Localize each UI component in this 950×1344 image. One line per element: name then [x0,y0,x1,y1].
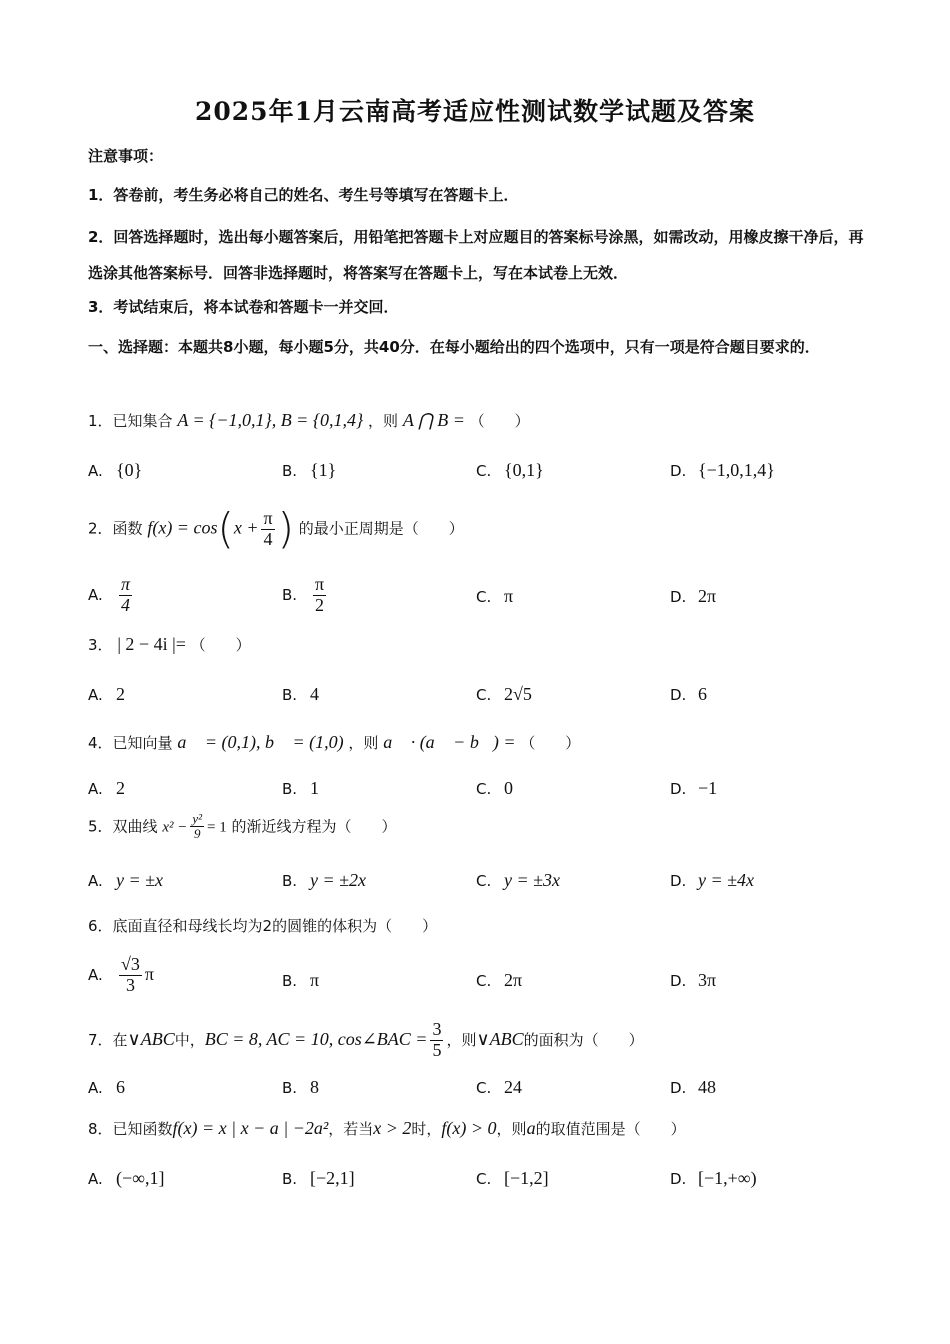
q3-math: | 2 − 4i |= [117,634,186,654]
q5-stem-post: 的渐近线方程为（ ） [231,817,397,836]
note-item-1: 1．答卷前，考生务必将自己的姓名、考生号等填写在答题卡上． [88,186,519,204]
q1-math: A = {−1,0,1}, B = {0,1,4} [177,410,364,430]
q2-stem-pre: 2．函数 [88,519,143,538]
q4-math-2: a⃗ · (a⃗ − b⃗) = [383,732,516,752]
q4-option-c: C. 0 [476,778,513,798]
q3-stem-pre: 3． [88,636,113,654]
q8-option-b: B. [−2,1] [282,1168,355,1188]
q4-stem-post: （ ） [520,734,581,752]
q8-math-3: f(x) > 0 [441,1118,497,1138]
q1-option-c: C. {0,1} [476,460,544,480]
question-6 [88,915,437,936]
question-4 [88,732,580,753]
q8-stem-post: 的取值范围是（ ） [535,1120,686,1138]
q5-option-d: D. y = ±4x [670,870,755,890]
q2-math: f(x) = cos [147,517,218,538]
q8-stem-mid: ，若当 [328,1120,374,1138]
q7-stem-mid: 中， [174,1030,205,1049]
q2-fraction: $\frac{\pi}{4}$ [263,507,273,549]
q4-stem-pre: 4．已知向量 [88,734,173,752]
q5-option-c: C. y = ±3x [476,870,561,890]
q3-option-b: B. 4 [282,684,319,704]
q7-math-2: BC = 8, AC = 10, cos∠BAC = [204,1028,428,1049]
q4-stem-mid: ，则 [348,734,379,752]
question-3 [88,634,251,655]
notes-heading: 注意事项： [88,147,164,165]
q6-option-b: B. π [282,970,320,990]
note-item-2: 2．回答选择题时，选出每小题答案后，用铅笔把答题卡上对应题目的答案标号涂黑，如需改动，用橡皮擦干净后，再选涂其他答案标号．回答非选择题时，将答案写在答题卡上，写在本试卷上无效． [88,228,864,282]
q8-math-2: x > 2 [373,1118,412,1138]
q5-option-b: B. y = ±2x [282,870,367,890]
q2-option-c: C. π [476,586,514,606]
q8-math-4: a [526,1118,536,1138]
q8-option-d: D. [−1,+∞) [670,1168,757,1188]
q1-option-b: B. {1} [282,460,337,480]
q7-option-b: B. 8 [282,1077,319,1097]
q1-option-a: A. {0} [88,460,143,480]
q7-option-a: A. 6 [88,1077,125,1097]
q2-stem-post: 的最小正周期是（ ） [298,519,464,538]
page-title: 2025年1月云南高考适应性测试数学试题及答案 [195,97,755,126]
q8-stem-mid-2: 时， [411,1120,442,1138]
q3-option-c: C. 2√5 [476,684,532,704]
q5-fraction: $\frac{\text{y²}}{9}$ [192,811,203,842]
q2-inner: x + [233,517,259,538]
question-1 [88,410,530,431]
q4-option-d: D. −1 [670,778,718,798]
q8-option-c: C. [−1,2] [476,1168,549,1188]
q7-option-c: C. 24 [476,1077,522,1097]
q7-option-d: D. 48 [670,1077,716,1097]
q1-stem-post: （ ） [469,412,530,430]
q8-stem-pre: 8．已知函数 [88,1120,173,1138]
q7-math: ∨ABC [127,1028,175,1049]
q4-option-b: B. 1 [282,778,319,798]
q6-stem: 6．底面直径和母线长均为2的圆锥的体积为（ ） [88,917,438,935]
q5-math: x² − [162,819,188,836]
q1-option-d: D. {−1,0,1,4} [670,460,775,480]
question-2 [88,504,464,553]
q6-option-c: C. 2π [476,970,523,990]
q7-stem-mid-2: ，则 [446,1030,477,1049]
q5-option-a: A. y = ±x [88,870,164,890]
q3-stem-post: （ ） [190,636,251,654]
q7-stem-post: 的面积为（ ） [523,1030,644,1049]
q6-option-a: A. $\frac{√3}{3}$ π [88,954,154,995]
question-7 [88,1020,644,1061]
question-5 [88,812,397,842]
left-paren: ( [217,504,234,553]
q4-option-a: A. 2 [88,778,125,798]
q1-math-2: A ⋂ B = [402,410,465,430]
q1-stem-pre: 1．已知集合 [88,412,173,430]
q2-option-a: A. $\frac{\pi}{4}$ [88,574,131,615]
q7-fraction: $\frac{3}{5}$ [432,1019,442,1060]
question-8 [88,1118,686,1139]
right-paren: ) [277,504,294,553]
q3-option-d: D. 6 [670,684,707,704]
q6-option-d: D. 3π [670,970,717,990]
q3-option-a: A. 2 [88,684,125,704]
q7-stem-pre: 7．在 [88,1030,128,1049]
q5-stem-pre: 5．双曲线 [88,817,158,836]
q5-math-2: = 1 [207,819,227,836]
q8-math: f(x) = x | x − a | −2a² [172,1118,329,1138]
section-1-heading: 一、选择题：本题共8小题，每小题5分，共40分．在每小题给出的四个选项中，只有一项是符合题目要求的． [88,338,820,356]
q8-stem-mid-3: ，则 [496,1120,527,1138]
q1-stem-mid: ，则 [368,412,399,430]
q4-math: a⃗ = (0,1), b⃗ = (1,0) [177,732,344,752]
q7-math-3: ∨ABC [476,1028,524,1049]
q2-option-d: D. 2π [670,586,717,606]
q8-option-a: A. (−∞,1] [88,1168,165,1188]
q2-option-b: B. $\frac{\pi}{2}$ [282,574,325,615]
note-item-3: 3．考试结束后，将本试卷和答题卡一并交回． [88,298,399,316]
